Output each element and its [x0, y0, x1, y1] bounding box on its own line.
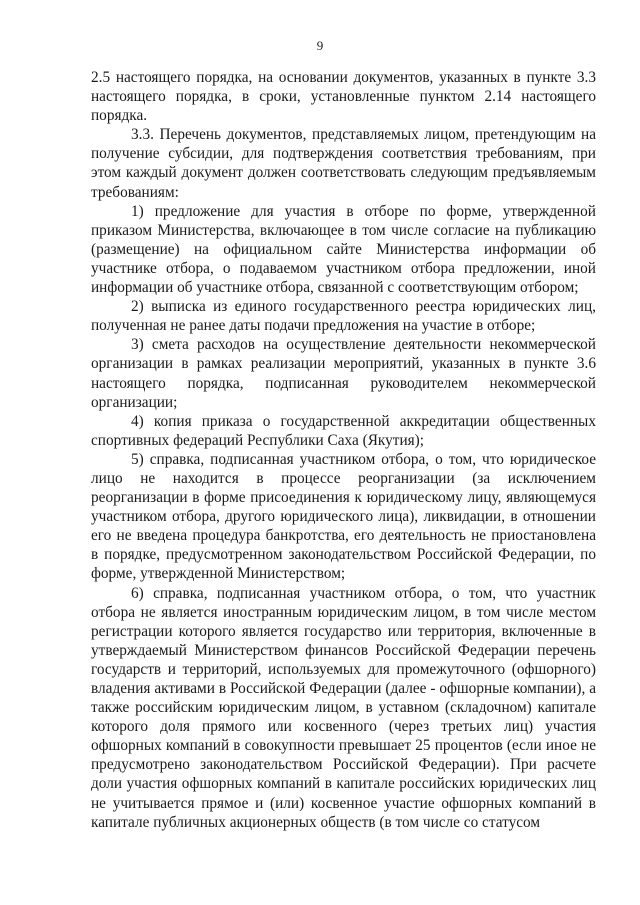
paragraph: 3) смета расходов на осуществление деятельности некоммерческой организации в рамках реализации мероприятий, указанных в пункте 3.6 настоящего порядка, подписанная руководителем некоммерческой организации;: [91, 336, 596, 411]
paragraph: 1) предложение для участия в отборе по форме, утвержденной приказом Министерства, включающее в том числе согласие на публикацию (размещение) на официальном сайте Министерства информации об участнике отбора, о подаваемом участником отбора предложении, иной информации об участнике отбора, связанной с соответствующим отбором;: [91, 202, 596, 297]
paragraph: 2) выписка из единого государственного реестра юридических лиц, полученная не ранее даты подачи предложения на участие в отборе;: [91, 298, 596, 335]
paragraph: 5) справка, подписанная участником отбора, о том, что юридическое лицо не находится в процессе реорганизации (за исключением реорганизации в форме присоединения к юридическому лицу, являющемуся участником отбора, другого юридического лица), ликвидации, в отношении его не введена процедура банкротства, его деятельность не приостановлена в порядке, предусмотренном законодательством Российской Федерации, по форме, утвержденной Министерством;: [91, 450, 596, 583]
paragraph: 6) справка, подписанная участником отбора, о том, что участник отбора не является иностранным юридическим лицом, в том числе местом регистрации которого является государство или территория, включенные в утверждаемый Министерством финансов Российской Федерации перечень государств и территорий, используемых для промежуточного (офшорного) владения активами в Российской Федерации (далее - офшорные компании), а также российским юридическим лицом, в уставном (складочном) капитале которого доля прямого или косвенного (через третьих лиц) участия офшорных компаний в совокупности превышает 25 процентов (если иное не предусмотрено законодательством Российской Федерации). При расчете доли участия офшорных компаний в капитале российских юридических лиц не учитывается прямое и (или) косвенное участие офшорных компаний в капитале публичных акционерных обществ (в том числе со статусом: [91, 584, 596, 831]
paragraph: 3.3. Перечень документов, представляемых лицом, претендующим на получение субсидии, для подтверждения соответствия требованиям, при этом каждый документ должен соответствовать следующим предъявляемым требованиям:: [91, 126, 596, 201]
document-body: [91, 68, 596, 832]
paragraph: 2.5 настоящего порядка, на основании документов, указанных в пункте 3.3 настоящего порядка, в сроки, установленные пунктом 2.14 настоящего порядка.: [91, 69, 596, 125]
paragraph: 4) копия приказа о государственной аккредитации общественных спортивных федераций Республики Саха (Якутия);: [91, 412, 596, 449]
page-number: 9: [316, 38, 324, 53]
